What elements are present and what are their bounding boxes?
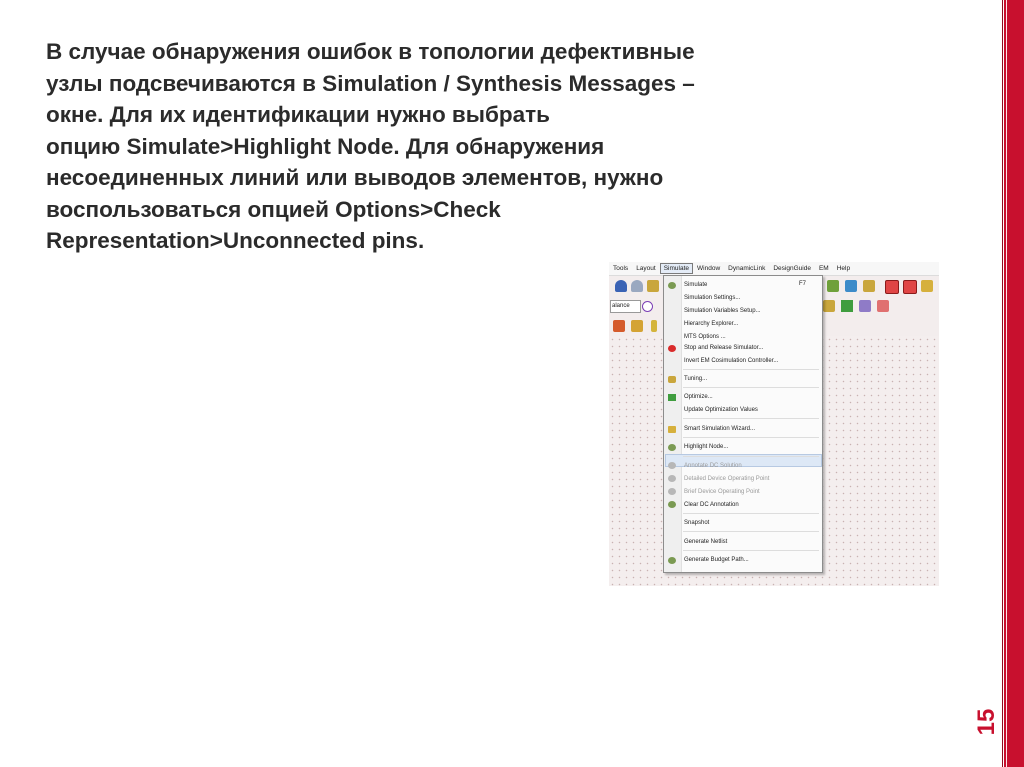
paragraph-line: окне. Для их идентификации нужно выбрать (46, 102, 550, 127)
menu-item-highlight-node[interactable]: Highlight Node... (684, 444, 729, 450)
port-icon[interactable] (845, 280, 857, 292)
menu-separator (683, 437, 819, 438)
menu-item-smart-wizard[interactable]: Smart Simulation Wizard... (684, 426, 756, 432)
menu-item-simulation-settings[interactable]: Simulation Settings... (684, 295, 741, 301)
component-icon[interactable] (827, 280, 839, 292)
menu-simulate[interactable]: Simulate (660, 263, 693, 274)
stop-icon (668, 345, 676, 352)
tuning-icon[interactable] (859, 300, 871, 312)
undo-icon[interactable] (615, 280, 627, 292)
menu-layout[interactable]: Layout (636, 265, 656, 272)
menu-separator (683, 550, 819, 551)
optimize-icon[interactable] (841, 300, 853, 312)
menubar (609, 262, 939, 276)
menu-item-brief-op-point: Brief Device Operating Point (684, 489, 760, 495)
pin-icon[interactable] (863, 280, 875, 292)
paragraph-line: воспользоваться опцией Options>Check (46, 196, 501, 222)
menu-item-mts-options[interactable]: MTS Options ... (684, 334, 726, 340)
paragraph-line: несоединенных линий или выводов элементов, нужно (46, 165, 664, 190)
menu-window[interactable]: Window (697, 265, 721, 272)
paragraph-line: В случае обнаружения ошибок в топологии дефективные (46, 39, 695, 64)
menu-designguide[interactable]: DesignGuide (773, 265, 811, 272)
gear-icon (668, 475, 676, 482)
menu-help[interactable]: Help (836, 265, 851, 272)
menu-separator (683, 513, 819, 514)
palette-icon[interactable] (613, 320, 625, 332)
optimize-icon (668, 394, 676, 401)
menu-item-clear-dc[interactable]: Clear DC Annotation (684, 502, 739, 508)
menu-item-annotate-dc: Annotate DC Solution (684, 463, 742, 469)
delete-all-icon[interactable] (903, 280, 917, 294)
paragraph-line: опцию Simulate>Highlight Node. Для обнаружения (46, 133, 605, 159)
menu-dynamiclink[interactable]: DynamicLink (728, 265, 766, 272)
slide-accent-bar (1004, 0, 1024, 767)
slide-edge-line (1002, 0, 1003, 767)
tool-icon[interactable] (647, 280, 659, 292)
menu-item-generate-netlist[interactable]: Generate Netlist (684, 539, 728, 545)
redo-icon[interactable] (631, 280, 643, 292)
menu-item-invert-em[interactable]: Invert EM Cosimulation Controller... (684, 358, 779, 364)
menu-item-update-optimization[interactable]: Update Optimization Values (684, 407, 758, 413)
slide-number: 15 (973, 708, 1000, 736)
tuning-icon (668, 376, 676, 383)
menu-separator (683, 387, 819, 388)
delete-icon[interactable] (885, 280, 899, 294)
menu-item-simulation-variables[interactable]: Simulation Variables Setup... (684, 308, 761, 314)
menu-separator (683, 531, 819, 532)
paragraph-line: Representation>Unconnected pins. (46, 228, 425, 253)
gear-icon (668, 444, 676, 451)
balance-select[interactable]: alance (610, 300, 641, 313)
menu-item-simulate[interactable]: Simulate (684, 282, 708, 288)
node-icon[interactable] (642, 301, 653, 312)
menu-separator (683, 456, 819, 457)
menu-item-detailed-op-point: Detailed Device Operating Point (684, 476, 770, 482)
display-icon[interactable] (877, 300, 889, 312)
menu-item-snapshot[interactable]: Snapshot (684, 520, 710, 526)
menu-item-hierarchy-explorer[interactable]: Hierarchy Explorer... (684, 321, 739, 327)
ads-screenshot (609, 262, 939, 586)
menu-em[interactable]: EM (818, 265, 829, 272)
wand-icon[interactable] (921, 280, 933, 292)
menu-item-stop-release[interactable]: Stop and Release Simulator... (684, 345, 764, 351)
probe-icon[interactable] (823, 300, 835, 312)
gear-icon (668, 501, 676, 508)
library-icon[interactable] (631, 320, 643, 332)
gear-icon (668, 282, 676, 289)
gear-icon (668, 488, 676, 495)
menu-separator (683, 369, 819, 370)
gear-icon (668, 462, 676, 469)
menu-item-tuning[interactable]: Tuning... (684, 376, 708, 382)
menu-tools[interactable]: Tools (613, 265, 629, 272)
simulate-shortcut: F7 (799, 281, 807, 287)
slide-paragraph (46, 36, 906, 257)
menu-item-optimize[interactable]: Optimize... (684, 394, 713, 400)
menu-separator (683, 418, 819, 419)
menu-item-generate-budget[interactable]: Generate Budget Path... (684, 557, 749, 563)
wand-icon (668, 426, 676, 433)
gear-icon (668, 557, 676, 564)
paragraph-line: узлы подсвечиваются в Simulation / Synthesis Messages – (46, 70, 695, 96)
simulate-menu (663, 275, 823, 573)
insert-icon[interactable] (651, 320, 657, 332)
